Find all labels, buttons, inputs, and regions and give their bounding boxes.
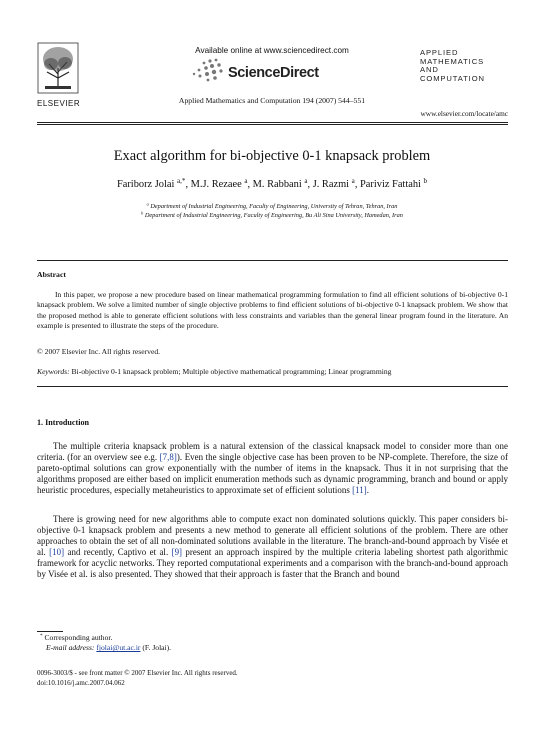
author-1: Fariborz Jolai $^{a,*}$, [116, 176, 191, 190]
affiliation-b-mark: b [141, 210, 144, 216]
footnote-mark: * [40, 632, 43, 639]
affiliation-b: $^b$ Department of Industrial Engineering, Faculty of Engineering, Bu Ali Sina University, Hamedan, Iran [141, 210, 403, 219]
header-rule-bottom [37, 124, 508, 125]
footnote-rule [37, 631, 63, 632]
amc-logo-line-2: MATHEMATICS [420, 56, 485, 66]
abstract-rule-top [37, 260, 508, 261]
sciencedirect-wordmark: ScienceDirect [228, 65, 319, 81]
author-2: M.J. Rezaee $^a$, [190, 176, 253, 190]
sciencedirect-logo [190, 57, 350, 85]
amc-logo-line-1: APPLIED [420, 48, 459, 57]
abstract-rule-bottom [37, 386, 508, 387]
issn-line: 0096-3003/$ - see front matter © 2007 Elsevier Inc. All rights reserved. [37, 669, 238, 677]
affiliation-a: $^a$ Department of Industrial Engineering, Faculty of Engineering, University of Tehran, Tehran, Iran [146, 201, 398, 210]
abstract-text: In this paper, we propose a new procedure based on linear mathematical programming formulation to find all efficient solutions of bi-objective 0-1 knapsack problem. We solve a limited number of single objective problems to find efficient solutions of bi-objective 0-1 knapsack problem. We show that the proposed method is able to generate efficient solutions with less constraints and variables than the general linear program found in the literature. An example is presented to illustrate the steps of the procedure. [37, 290, 508, 330]
affiliation-a-mark: a [146, 201, 149, 207]
keywords-text: Bi-objective 0-1 knapsack problem; Multiple objective mathematical programming; Linear programming [71, 367, 392, 376]
keywords [37, 367, 508, 377]
email-label: E-mail address: [46, 643, 95, 653]
elsevier-wordmark: ELSEVIER [37, 99, 81, 108]
amc-logo-line-4: COMPUTATION [420, 73, 485, 83]
email-suffix: (F. Jolai). [142, 643, 172, 653]
intro-paragraph-2: There is growing need for new algorithms able to compute exact non dominated solutions quickly. This paper considers bi-objective 0-1 knapsack problem and presents a new method to generate all efficient solutions of the problem. There are other approaches to obtain the set of all non-dominated solutions available in the literature. The branch-and-bound approach by Visée et al. [10] and recently, Captivo et al. [9] present an approach inspired by the multiple criteria labeling shortest path algorithmic framework for acyclic networks. They reported computational experiments and a comparison with the branch-and-bound approach by Visée et al. is also presented. They showed that their approach is faster that the Branch and bound [37, 514, 508, 580]
citation-link[interactable]: [10] [49, 547, 65, 558]
journal-citation: Applied Mathematics and Computation 194 (2007) 544–551 [178, 96, 366, 105]
intro-paragraph-1: The multiple criteria knapsack problem is a natural extension of the classical knapsack model to consider more than one criteria. (for an overview see e.g. [7,8]). Even the single objective case has been proven to be NP-complete. Therefore, the size of pareto-optimal solutions can grow exponentially with the number of items in the knapsack. Thus it in not surprising that the algorithms proposed are either based on implicit enumeration methods such as dynamic programming, branch and bound or apply heuristic procedures, especially metaheuristics to approximate set of efficient solutions [11]. [37, 441, 508, 496]
citation-link[interactable]: [11] [352, 485, 367, 496]
journal-url[interactable]: www.elsevier.com/locate/amc [420, 109, 508, 118]
sciencedirect-dots-icon [190, 57, 226, 85]
author-list [0, 176, 544, 190]
keywords-label: Keywords: [37, 367, 70, 376]
header-rule-top [37, 122, 508, 123]
footnote [40, 632, 446, 654]
author-3: M. Rabbani $^a$, [252, 176, 313, 190]
footnote-corresponding: * Corresponding author. [40, 632, 113, 642]
author-4: J. Razmi $^a$, [312, 176, 361, 190]
author-5: Pariviz Fattahi $^b$ [360, 176, 428, 190]
available-online: Available online at www.sciencedirect.com [195, 46, 349, 55]
amc-journal-logo [420, 49, 508, 99]
email-link[interactable]: fjolai@ut.ac.ir [96, 643, 141, 653]
amc-logo-line-3: AND [420, 65, 439, 75]
citation-link[interactable]: [7,8] [159, 452, 177, 463]
abstract-heading: Abstract [37, 270, 67, 279]
citation-link[interactable]: [9] [171, 547, 183, 558]
section-heading: 1. Introduction [37, 418, 90, 427]
abstract-copyright: © 2007 Elsevier Inc. All rights reserved. [37, 347, 161, 356]
doi-line[interactable]: doi:10.1016/j.amc.2007.04.062 [37, 679, 125, 687]
article-title: Exact algorithm for bi-objective 0-1 knapsack problem [113, 148, 431, 164]
footnote-email-line [46, 643, 446, 653]
